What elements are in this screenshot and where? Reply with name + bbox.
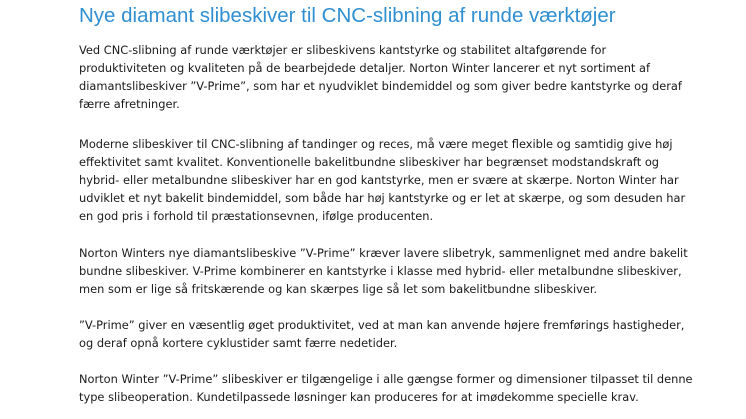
paragraph-line: Moderne slibeskiver til CNC-slibning af tandinger og reces, må være meget flexible og samtidig give høj: [79, 137, 673, 151]
paragraph-availability: [79, 370, 719, 406]
paragraph-v-prime-features: [79, 244, 719, 298]
paragraph-line: udviklet et nyt bakelit bindemiddel, som både har høj kantstyrke og er let at skærpe, og som desuden har: [79, 191, 686, 205]
paragraph-line: en god pris i forhold til præstationsevnen, ifølge producenten.: [79, 209, 434, 223]
paragraph-line: produktiviteten og kvaliteten på de bearbejdede detaljer. Norton Winter lancerer et nyt sortiment af: [79, 61, 651, 75]
paragraph-line: Norton Winter ”V-Prime” slibeskiver er tilgængelige i alle gængse former og dimensioner tilpasset til denne: [79, 372, 693, 386]
paragraph-line: men som er lige så fritskærende og kan skærpes lige så let som bakelitbundne slibeskiver.: [79, 282, 598, 296]
paragraph-intro: [79, 41, 719, 113]
paragraph-modern-wheels: [79, 135, 719, 225]
paragraph-line: type slibeoperation. Kundetilpassede løsninger kan produceres for at imødekomme specielle krav.: [79, 390, 639, 404]
paragraph-line: færre afretninger.: [79, 97, 180, 111]
paragraph-line: bundne slibeskiver. V-Prime kombinerer en kantstyrke i klasse med hybrid- eller metalbundne slibeskiver,: [79, 264, 682, 278]
paragraph-line: ”V-Prime” giver en væsentlig øget produktivitet, ved at man kan anvende højere fremførings hastigheder,: [79, 318, 685, 332]
paragraph-line: og deraf opnå kortere cyklustider samt færre nedetider.: [79, 336, 398, 350]
page-title: Nye diamant slibeskiver til CNC-slibning af runde værktøjer: [79, 4, 616, 27]
paragraph-line: Norton Winters nye diamantslibeskive ”V-Prime” kræver lavere slibetryk, sammenlignet med andre bakelit: [79, 246, 688, 260]
paragraph-line: hybrid- eller metalbundne slibeskiver har en god kantstyrke, men er svære at skærpe. Norton Winter har: [79, 173, 679, 187]
paragraph-productivity: [79, 316, 719, 352]
paragraph-line: diamantslibeskiver ”V-Prime”, som har et nyudviklet bindemiddel og som giver bedre kantstyrke og deraf: [79, 79, 682, 93]
paragraph-line: effektivitet samt kvalitet. Konventionelle bakelitbundne slibeskiver har begrænset modstandskraft og: [79, 155, 660, 169]
paragraph-line: Ved CNC-slibning af runde værktøjer er slibeskivens kantstyrke og stabilitet altafgørende for: [79, 43, 607, 57]
